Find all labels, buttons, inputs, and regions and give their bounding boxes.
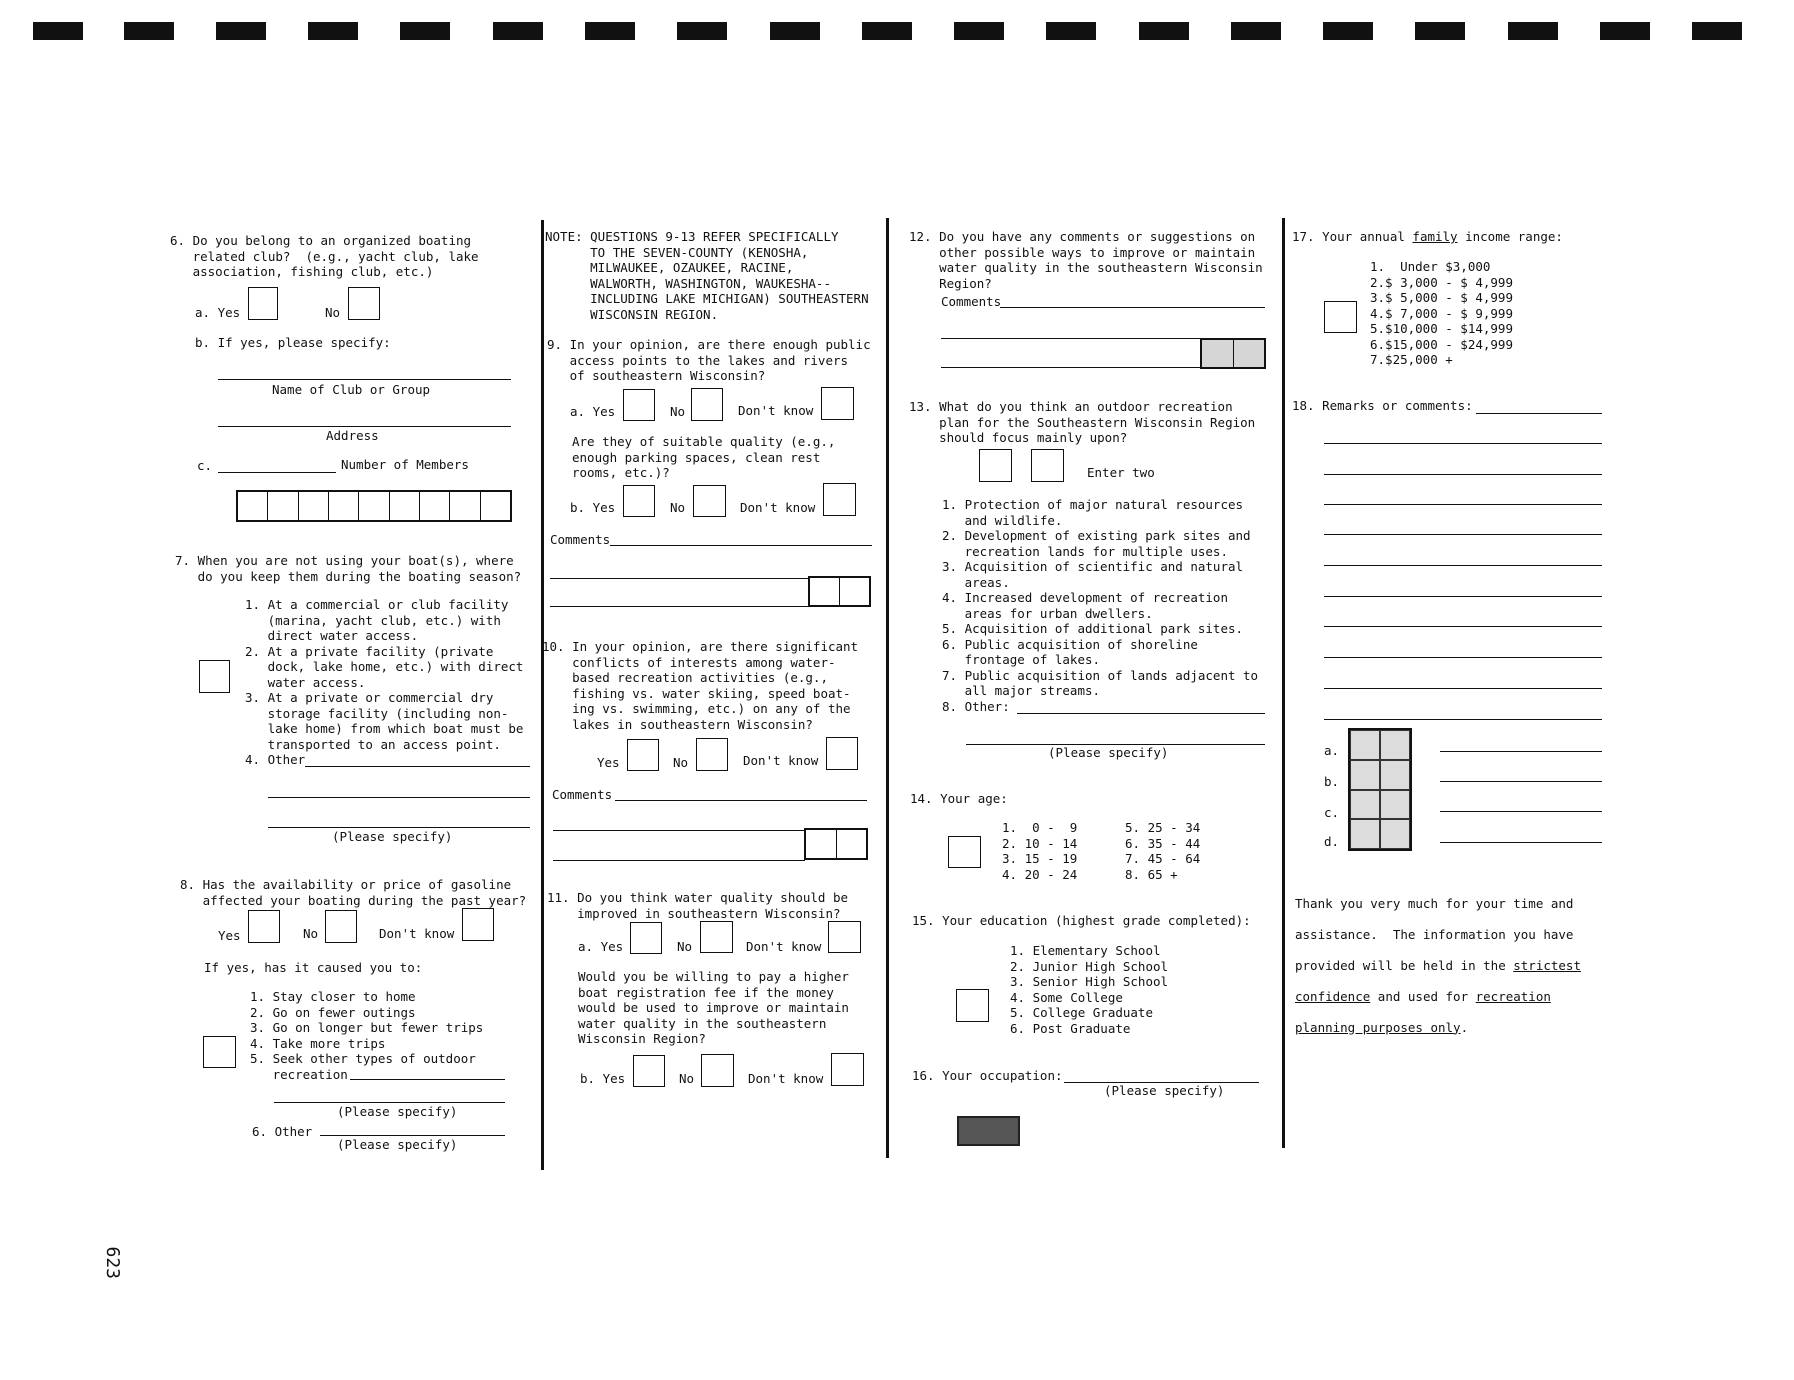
q9-b-no-label: No [670, 500, 686, 515]
q7-other-line-2[interactable] [268, 797, 530, 798]
q18-remarks-line[interactable] [1324, 565, 1602, 566]
q11-question: 11. Do you think water quality should be improved in southeastern Wisconsin? [547, 890, 849, 921]
column-divider [886, 218, 889, 1158]
q7-question: 7. When you are not using your boat(s), where do you keep them during the boating season? [175, 553, 522, 584]
q13-choice-box-2[interactable] [1031, 449, 1064, 482]
note: NOTE: QUESTIONS 9-13 REFER SPECIFICALLY TO THE SEVEN-COUNTY (KENOSHA, MILWAUKEE, OZAUKEE, RACINE, WALWORTH, WASHINGTON, WAUKESHA-- INCLUDING LAKE MICHIGAN) SOUTHEASTERN WISCONSIN REGION. [545, 229, 869, 322]
q9-b-dont-know-label: Don't know [740, 500, 816, 515]
q9-comments-line-2[interactable] [550, 578, 810, 579]
q14-options-col1: 1. 0 - 9 2. 10 - 14 3. 15 - 19 4. 20 - 24 [1002, 820, 1078, 882]
q13-enter-two: Enter two [1087, 465, 1155, 480]
q17-question-suffix: income range: [1457, 229, 1563, 244]
q6-c-label: c. [197, 458, 213, 473]
page-number: 623 [102, 1246, 124, 1280]
q6-no-checkbox[interactable] [348, 287, 380, 320]
q8-answer-box[interactable] [203, 1036, 236, 1068]
q8-recreation-line[interactable] [350, 1079, 505, 1080]
q18-remarks-line[interactable] [1324, 657, 1602, 658]
q17-family-word: family [1412, 229, 1458, 244]
thanks-recreation: recreation [1475, 988, 1551, 1004]
q11-b-no-label: No [679, 1071, 695, 1086]
q8-other-line[interactable] [320, 1135, 505, 1136]
q13-choice-box-1[interactable] [979, 449, 1012, 482]
q14-answer-box[interactable] [948, 836, 981, 868]
q18-question: 18. Remarks or comments: [1292, 398, 1473, 413]
q18-line-b[interactable] [1440, 781, 1602, 782]
q18-remarks-line[interactable] [1324, 596, 1602, 597]
q9-b-yes-label: b. Yes [570, 500, 616, 515]
q18-remarks-line[interactable] [1476, 413, 1602, 414]
q9-comments-label: Comments [550, 532, 611, 547]
q16-coding-box-filled [957, 1116, 1020, 1146]
q9-b-yes-checkbox[interactable] [623, 485, 655, 517]
q18-label-c: c. [1324, 805, 1340, 820]
q6-b-label: b. If yes, please specify: [195, 335, 391, 350]
q13-please-specify: (Please specify) [1048, 745, 1169, 760]
q13-other-line[interactable] [1017, 713, 1265, 714]
q9-a-dont-know-label: Don't know [738, 403, 814, 418]
thanks-line-2: assistance. The information you have [1295, 926, 1574, 942]
q9-a-no-label: No [670, 404, 686, 419]
q10-comments-line-2[interactable] [553, 830, 805, 831]
q7-options: 1. At a commercial or club facility (marina, yacht club, etc.) with direct water access. 2. At a private facility (private dock, lake home, etc.) with direct water access. 3. At a private or commercial dry storage facility (including non- lake home) from which boat must be transported to an access point. 4. Other [245, 597, 524, 767]
q9-b-dont-know-checkbox[interactable] [823, 483, 856, 516]
q10-question: 10. In your opinion, are there significant conflicts of interests among water- based recreation activities (e.g., fishing vs. water skiing, speed boat- ing vs. swimming, etc.) on any of the lakes in southeastern Wisconsin? [542, 639, 859, 732]
thanks-line-5 [1295, 1020, 1581, 1036]
q18-line-a[interactable] [1440, 751, 1602, 752]
thanks-confidence: confidence [1295, 988, 1371, 1004]
q9-comments-line-1[interactable] [610, 545, 872, 546]
q12-question: 12. Do you have any comments or suggestions on other possible ways to improve or maintain water quality in the southeastern Wisconsin Region? [909, 229, 1263, 291]
q18-remarks-line[interactable] [1324, 474, 1602, 475]
q9-coding-boxes [808, 576, 871, 607]
q12-comments-label: Comments [941, 294, 1002, 309]
thank-you-note [1295, 880, 1581, 1051]
column-divider [1282, 218, 1285, 1148]
q7-please-specify: (Please specify) [332, 829, 453, 844]
q9-b-no-checkbox[interactable] [693, 485, 726, 517]
q18-line-c[interactable] [1440, 811, 1602, 812]
q11-b-no-checkbox[interactable] [701, 1054, 734, 1087]
q6-a-yes-label: a. Yes [195, 305, 241, 320]
q18-line-d[interactable] [1440, 842, 1602, 843]
q6-address-caption: Address [326, 428, 379, 443]
q6-club-name-line[interactable] [218, 379, 511, 380]
q8-no-checkbox[interactable] [325, 910, 357, 943]
q12-coding-boxes [1200, 338, 1266, 369]
q11-subquestion: Would you be willing to pay a higher boat registration fee if the money would be used to improve or maintain water quality in the southeastern Wisconsin Region? [578, 969, 849, 1046]
thanks-planning-purposes: planning purposes only [1295, 1019, 1461, 1035]
q17-answer-box[interactable] [1324, 301, 1357, 333]
q8-dont-know-checkbox[interactable] [462, 908, 494, 941]
q17-options: 1. Under $3,000 2.$ 3,000 - $ 4,999 3.$ 5,000 - $ 4,999 4.$ 7,000 - $ 9,999 5.$10,000 - $14,999 6.$15,000 - $24,999 7.$25,000 + [1370, 259, 1513, 367]
q18-coding-grid [1348, 728, 1412, 851]
q7-answer-box[interactable] [199, 660, 230, 693]
q11-a-dont-know-checkbox[interactable] [828, 921, 861, 953]
q17-question-prefix: 17. Your annual [1292, 229, 1413, 244]
q8-yes-checkbox[interactable] [248, 910, 280, 943]
q8-other-label: 6. Other [252, 1124, 313, 1139]
q14-options-col2: 5. 25 - 34 6. 35 - 44 7. 45 - 64 8. 65 + [1125, 820, 1201, 882]
q9-a-yes-checkbox[interactable] [623, 389, 655, 421]
q18-remarks-line[interactable] [1324, 504, 1602, 505]
q7-other-line-1[interactable] [305, 766, 530, 767]
q11-a-yes-label: a. Yes [578, 939, 624, 954]
q11-b-dont-know-checkbox[interactable] [831, 1053, 864, 1086]
q16-please-specify: (Please specify) [1104, 1083, 1225, 1098]
q16-question: 16. Your occupation: [912, 1068, 1063, 1083]
q15-answer-box[interactable] [956, 989, 989, 1022]
q15-question: 15. Your education (highest grade completed): [912, 913, 1251, 928]
q12-comments-line-3[interactable] [941, 367, 1201, 368]
thanks-line-4 [1295, 989, 1581, 1005]
q9-comments-line-3[interactable] [550, 606, 810, 607]
q11-a-no-label: No [677, 939, 693, 954]
q6-yes-checkbox[interactable] [248, 287, 278, 320]
q8-no-label: No [303, 926, 319, 941]
q8-specify-line[interactable] [274, 1102, 505, 1103]
q8-question: 8. Has the availability or price of gasoline affected your boating during the past year? [180, 877, 527, 908]
q11-a-no-checkbox[interactable] [700, 921, 733, 953]
q11-a-dont-know-label: Don't know [746, 939, 822, 954]
q8-followup: If yes, has it caused you to: [204, 960, 423, 975]
q6-club-name-caption: Name of Club or Group [272, 382, 431, 397]
q9-a-yes-label: a. Yes [570, 404, 616, 419]
q10-no-checkbox[interactable] [696, 738, 728, 771]
q18-remarks-line[interactable] [1324, 688, 1602, 689]
q10-dont-know-label: Don't know [743, 753, 819, 768]
q13-question: 13. What do you think an outdoor recreation plan for the Southeastern Wisconsin Region should focus mainly upon? [909, 399, 1256, 445]
q6-coding-boxes [236, 490, 512, 522]
q6-question: 6. Do you belong to an organized boating related club? (e.g., yacht club, lake association, fishing club, etc.) [170, 233, 479, 279]
q18-label-b: b. [1324, 774, 1340, 789]
q9-subquestion: Are they of suitable quality (e.g., enough parking spaces, clean rest rooms, etc.)? [572, 434, 836, 480]
q18-remarks-line[interactable] [1324, 534, 1602, 535]
q12-comments-line-1[interactable] [1000, 307, 1265, 308]
q10-comments-line-1[interactable] [615, 800, 867, 801]
q12-comments-line-2[interactable] [941, 338, 1201, 339]
q18-label-d: d. [1324, 834, 1340, 849]
thanks-line-5-end: . [1460, 1019, 1469, 1035]
q14-question: 14. Your age: [910, 791, 1008, 806]
q11-b-yes-checkbox[interactable] [633, 1055, 665, 1087]
q18-remarks-line[interactable] [1324, 626, 1602, 627]
q9-a-dont-know-checkbox[interactable] [821, 387, 854, 420]
q18-label-a: a. [1324, 743, 1340, 758]
q13-options: 1. Protection of major natural resources and wildlife. 2. Development of existing park sites and recreation lands for multiple uses. 3. Acquisition of scientific and natural areas. 4. Increased development of recreation areas for urban dwellers. 5. Acquisition of additional park sites. 6. Public acquisition of shoreline frontage of lakes. 7. Public acquisition of lands adjacent to all major streams. 8. Other: [942, 497, 1259, 714]
q10-coding-boxes [804, 828, 868, 860]
q10-no-label: No [673, 755, 689, 770]
q10-dont-know-checkbox[interactable] [826, 737, 858, 770]
q11-a-yes-checkbox[interactable] [630, 922, 662, 954]
q6-address-line[interactable] [218, 426, 511, 427]
q11-b-yes-label: b. Yes [580, 1071, 626, 1086]
q17-question [1292, 229, 1563, 245]
q8-please-specify-2: (Please specify) [337, 1137, 458, 1152]
q10-comments-label: Comments [552, 787, 613, 802]
thanks-line-4-mid: and used for [1370, 988, 1476, 1004]
q11-b-dont-know-label: Don't know [748, 1071, 824, 1086]
q6-members-line[interactable] [218, 472, 336, 473]
q8-dont-know-label: Don't know [379, 926, 455, 941]
q8-yes-label: Yes [218, 928, 241, 943]
q10-comments-line-3[interactable] [553, 860, 805, 861]
q18-remarks-line[interactable] [1324, 443, 1602, 444]
q6-members-caption: Number of Members [341, 457, 469, 472]
q8-options: 1. Stay closer to home 2. Go on fewer outings 3. Go on longer but fewer trips 4. Take more trips 5. Seek other types of outdoor recreation [250, 989, 484, 1082]
q9-a-no-checkbox[interactable] [691, 388, 723, 421]
q7-other-line-3[interactable] [268, 827, 530, 828]
thanks-line-1: Thank you very much for your time and [1295, 895, 1574, 911]
q15-options: 1. Elementary School 2. Junior High School 3. Senior High School 4. Some College 5. College Graduate 6. Post Graduate [1010, 943, 1169, 1036]
q6-no-label: No [325, 305, 341, 320]
q8-please-specify-1: (Please specify) [337, 1104, 458, 1119]
thanks-line-3-prefix: provided will be held in the [1295, 957, 1514, 973]
q10-yes-label: Yes [597, 755, 620, 770]
q10-yes-checkbox[interactable] [627, 739, 659, 771]
thanks-strictest: strictest [1513, 957, 1581, 973]
thanks-line-3 [1295, 958, 1581, 974]
q9-question: 9. In your opinion, are there enough public access points to the lakes and rivers of southeastern Wisconsin? [547, 337, 871, 383]
q18-remarks-line[interactable] [1324, 719, 1602, 720]
